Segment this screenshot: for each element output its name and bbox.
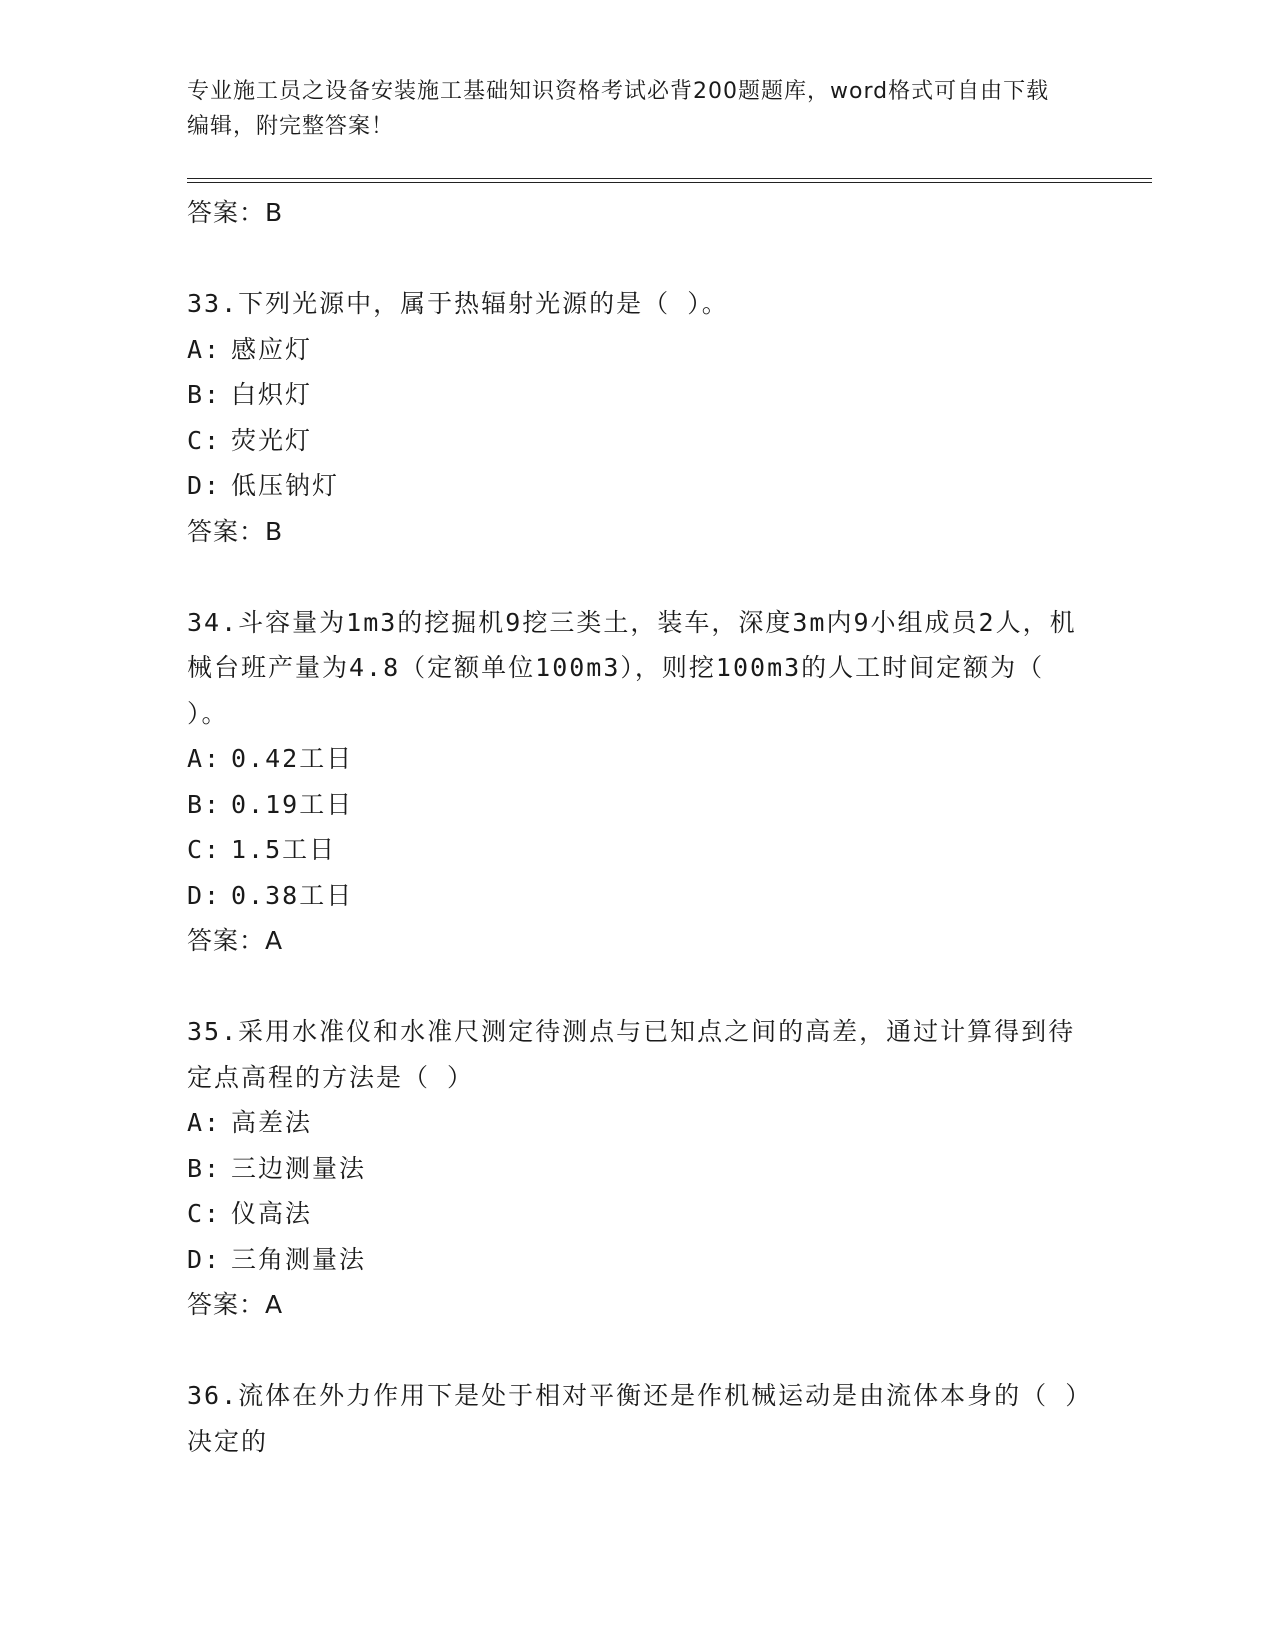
question-stem: 35.采用水准仪和水准尺测定待测点与已知点之间的高差，通过计算得到待定点高程的方法是（ ）	[187, 1017, 1076, 1092]
option-text: 荧光灯	[231, 425, 313, 455]
question-35	[187, 1009, 1087, 1327]
option-c	[187, 418, 1087, 464]
option-d	[187, 463, 1087, 509]
option-key: D:	[187, 471, 222, 500]
question-stem: 33.下列光源中，属于热辐射光源的是（ ）。	[187, 289, 729, 318]
option-text: 0.19工日	[231, 789, 354, 819]
option-a	[187, 736, 1087, 782]
option-text: 三角测量法	[231, 1244, 367, 1274]
answer-line: 答案：B	[187, 198, 284, 227]
option-key: D:	[187, 1244, 222, 1274]
question-36	[187, 1373, 1087, 1464]
header-rule-bottom	[187, 182, 1152, 183]
option-key: C:	[187, 1199, 222, 1228]
option-text: 白炽灯	[231, 380, 313, 409]
option-text: 仪高法	[231, 1199, 313, 1228]
option-key: B:	[187, 1153, 222, 1183]
question-stem: 36.流体在外力作用下是处于相对平衡还是作机械运动是由流体本身的（ ）决定的	[187, 1381, 1080, 1456]
option-key: B:	[187, 789, 222, 819]
option-key: A:	[187, 744, 222, 773]
question-34	[187, 600, 1087, 964]
answer-line: 答案：B	[187, 516, 284, 546]
answer-line: 答案：A	[187, 1290, 284, 1319]
option-text: 低压钠灯	[231, 471, 340, 500]
option-key: C:	[187, 835, 222, 864]
option-key: A:	[187, 334, 222, 364]
option-d	[187, 1237, 1087, 1283]
option-a	[187, 327, 1087, 373]
option-key: B:	[187, 380, 222, 409]
option-c	[187, 1191, 1087, 1237]
option-key: C:	[187, 425, 222, 455]
answer-line: 答案：A	[187, 926, 284, 955]
option-text: 0.42工日	[231, 744, 354, 773]
option-b	[187, 782, 1087, 828]
option-text: 三边测量法	[231, 1153, 367, 1183]
option-text: 0.38工日	[231, 880, 354, 910]
option-text: 高差法	[231, 1108, 313, 1137]
question-stem: 34.斗容量为1m3的挖掘机9挖三类土，装车，深度3m内9小组成员2人，机械台班产量为4.8（定额单位100m3），则挖100m3的人工时间定额为（ ）。	[187, 607, 1077, 728]
option-b	[187, 1146, 1087, 1192]
option-c	[187, 827, 1087, 873]
question-33	[187, 281, 1087, 554]
option-d	[187, 873, 1087, 919]
option-key: D:	[187, 880, 222, 910]
header-rule-top	[187, 178, 1152, 179]
option-text: 1.5工日	[231, 835, 337, 864]
option-b	[187, 372, 1087, 418]
document-header: 专业施工员之设备安装施工基础知识资格考试必背200题题库，word格式可自由下载编辑，附完整答案！	[187, 79, 1050, 139]
question-list	[187, 190, 1087, 1464]
option-a	[187, 1100, 1087, 1146]
option-text: 感应灯	[231, 334, 313, 364]
option-key: A:	[187, 1108, 222, 1137]
